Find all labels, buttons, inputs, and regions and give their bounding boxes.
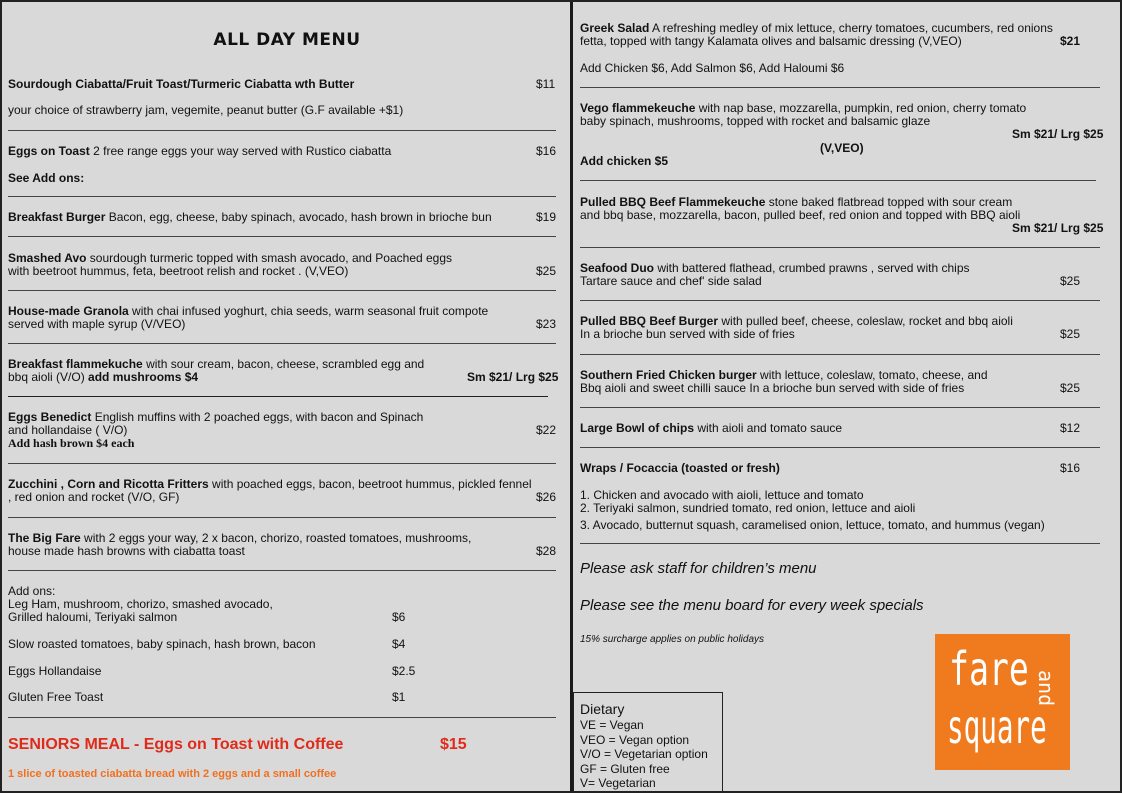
item-price: Sm $21/ Lrg $25 [467,370,559,384]
item-name: Southern Fried Chicken burger [580,368,757,382]
addons-row: Gluten Free Toast [8,690,104,704]
addons-price: $2.5 [392,664,416,678]
item-price: $25 [1060,327,1081,341]
item-desc-part: bbq aioli (V/O) [8,370,89,384]
item-desc: served with maple syrup (V/VEO) [8,317,186,331]
item-name: Seafood Duo [580,261,654,275]
wrap-option: 3. Avocado, butternut squash, caramelised onion, lettuce, tomato, and hummus (vegan) [580,518,1045,532]
divider [8,130,556,131]
divider [580,180,1096,181]
item-desc: with sour cream, bacon, cheese, scrambled egg and [142,357,425,371]
dietary-line: V/O = Vegetarian option [580,747,708,761]
item-price: $28 [536,544,557,558]
item-desc [8,371,198,385]
left-column [0,2,572,791]
logo-word-and: and [1034,670,1058,707]
item-price: $16 [536,144,557,158]
item-name: Zucchini , Corn and Ricotta Fritters [8,477,209,491]
fare-and-square-logo [935,634,1070,770]
item-addon: add mushrooms $4 [88,370,199,384]
item-desc: with beetroot hummus, feta, beetroot relish and rocket . (V,VEO) [8,264,349,278]
item-desc: with chai infused yoghurt, chia seeds, warm seasonal fruit compote [128,304,489,318]
item-name: Greek Salad [580,21,650,35]
item-price: $12 [1060,421,1081,435]
divider [580,447,1100,448]
divider [580,87,1100,88]
divider [580,300,1100,301]
item-name: Pulled BBQ Beef Flammekeuche [580,195,766,209]
item-name: Eggs on Toast [8,144,90,158]
seniors-meal-price: $15 [440,736,467,753]
divider [8,396,548,397]
item-desc: with aioli and tomato sauce [694,421,843,435]
item-extra: Add Chicken $6, Add Salmon $6, Add Haloumi $6 [580,61,845,75]
menu-item [580,462,780,476]
item-price: Sm $21/ Lrg $25 [1012,127,1104,141]
item-extra: Add chicken $5 [580,154,669,168]
addons-row: Eggs Hollandaise [8,664,102,678]
item-desc: with lettuce, coleslaw, tomato, cheese, and [756,368,988,382]
item-price: $22 [536,423,557,437]
item-price: $16 [1060,461,1081,475]
divider [580,247,1100,248]
menu-item [8,78,354,92]
item-price: $21 [1060,34,1081,48]
menu-item [580,422,842,436]
addons-price: $6 [392,610,406,624]
item-desc: with poached eggs, bacon, beetroot hummus, pickled fennel [208,477,532,491]
item-desc: , red onion and rocket (V/O, GF) [8,490,180,504]
dietary-line: VEO = Vegan option [580,732,690,747]
specials-note: Please see the menu board for every week specials [580,597,924,614]
item-name: Pulled BBQ Beef Burger [580,314,719,328]
menu-item [8,145,391,159]
item-price: $26 [536,490,557,504]
item-name: Vego flammekeuche [580,101,696,115]
item-price: $23 [536,317,557,331]
item-desc: 2 free range eggs your way served with Rustico ciabatta [89,144,392,158]
addons-price: $1 [392,690,406,704]
item-desc: house made hash browns with ciabatta toast [8,544,245,558]
item-desc: In a brioche bun served with side of fries [580,327,795,341]
item-desc: and hollandaise ( V/O) [8,423,128,437]
dietary-line: V= Vegetarian [580,776,656,790]
item-desc: Bacon, egg, cheese, baby spinach, avocado, hash brown in brioche bun [105,210,492,224]
item-price: $25 [536,264,557,278]
item-desc: with pulled beef, cheese, coleslaw, rocket and bbq aioli [718,314,1013,328]
logo-word-square: square [947,700,1047,754]
menu-item [8,211,492,225]
item-extra: See Add ons: [8,171,85,185]
item-name: Smashed Avo [8,251,87,265]
divider [8,236,556,237]
item-name: The Big Fare [8,531,81,545]
seniors-meal-title: SENIORS MEAL - Eggs on Toast with Coffee [8,736,344,753]
divider [8,290,556,291]
item-name: Large Bowl of chips [580,421,695,435]
item-desc: sourdough turmeric topped with smash avocado, and Poached eggs [86,251,453,265]
item-name: House-made Granola [8,304,129,318]
divider [580,354,1100,355]
divider [8,570,556,571]
item-desc: with nap base, mozzarella, pumpkin, red onion, cherry tomato [695,101,1027,115]
addons-line: Grilled haloumi, Teriyaki salmon [8,610,178,624]
item-tag: (V,VEO) [820,141,864,155]
item-desc: baby spinach, mushrooms, topped with rocket and balsamic glaze [580,114,931,128]
item-name: Sourdough Ciabatta/Fruit Toast/Turmeric Ciabatta wth Butter [8,77,355,91]
item-name: Eggs Benedict [8,410,92,424]
item-desc: A refreshing medley of mix lettuce, cherry tomatoes, cucumbers, red onions [649,21,1053,35]
item-price: Sm $21/ Lrg $25 [1012,221,1104,235]
divider [8,717,556,718]
item-desc: English muffins with 2 poached eggs, with bacon and Spinach [91,410,424,424]
menu-title: ALL DAY MENU [213,30,361,50]
addons-price: $4 [392,637,406,651]
addons-line: Leg Ham, mushroom, chorizo, smashed avocado, [8,597,273,611]
item-price: $25 [1060,274,1081,288]
surcharge-note: 15% surcharge applies on public holidays [580,634,765,645]
divider [8,463,556,464]
divider [580,407,1100,408]
item-desc: with battered flathead, crumbed prawns , served with chips [654,261,970,275]
item-desc: stone baked flatbread topped with sour cream [765,195,1013,209]
item-price: $11 [536,77,556,91]
wrap-option: 2. Teriyaki salmon, sundried tomato, red onion, lettuce and aioli [580,501,916,515]
item-desc: Tartare sauce and chef' side salad [580,274,762,288]
logo-word-fare: fare [949,642,1029,696]
addons-heading: Add ons: [8,584,56,598]
dietary-heading: Dietary [580,701,625,717]
divider [8,196,556,197]
item-price: $19 [536,210,557,224]
divider [8,343,556,344]
item-price: $25 [1060,381,1081,395]
seniors-meal-desc: 1 slice of toasted ciabatta bread with 2 eggs and a small coffee [8,768,337,780]
item-desc: Bbq aioli and sweet chilli sauce In a brioche bun served with side of fries [580,381,965,395]
item-desc: and bbq base, mozzarella, bacon, pulled beef, red onion and topped with BBQ aioli [580,208,1021,222]
item-desc: your choice of strawberry jam, vegemite, peanut butter (G.F available +$1) [8,103,404,117]
divider [8,517,556,518]
dietary-line: VE = Vegan [580,718,644,732]
item-name: Wraps / Focaccia (toasted or fresh) [580,461,780,475]
item-name: Breakfast Burger [8,210,106,224]
addons-row: Slow roasted tomatoes, baby spinach, hash brown, bacon [8,637,316,651]
item-addon: Add hash brown $4 each [8,436,135,450]
right-column [573,2,1122,791]
children-menu-note: Please ask staff for children’s menu [580,560,817,577]
dietary-legend [573,692,723,793]
item-desc: fetta, topped with tangy Kalamata olives and balsamic dressing (V,VEO) [580,34,962,48]
dietary-line: GF = Gluten free [580,761,670,776]
wrap-option: 1. Chicken and avocado with aioli, lettuce and tomato [580,488,864,502]
divider [580,543,1100,544]
item-desc: with 2 eggs your way, 2 x bacon, chorizo, roasted tomatoes, mushrooms, [80,531,472,545]
item-name: Breakfast flammekuche [8,357,143,371]
